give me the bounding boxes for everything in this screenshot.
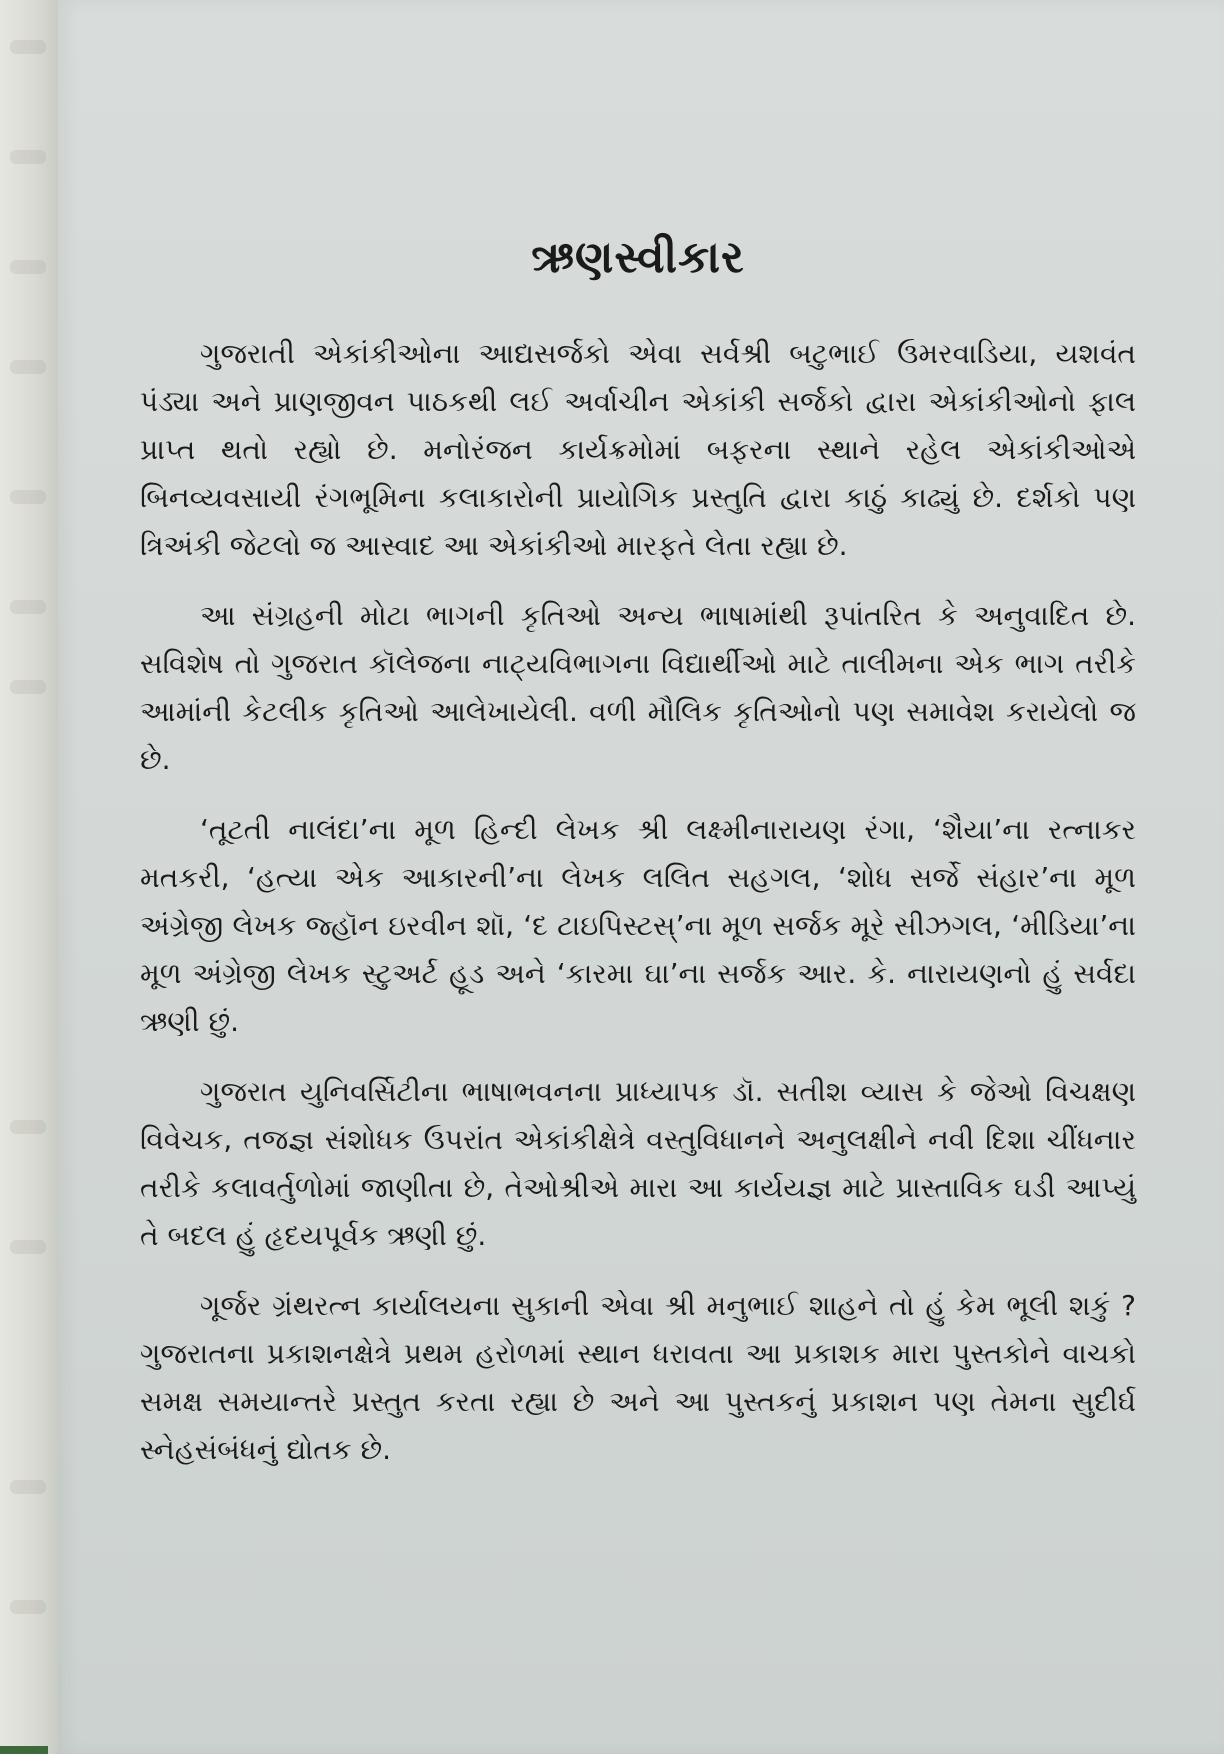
- bleed-through-mark: [10, 150, 46, 164]
- paragraph-2: આ સંગ્રહની મોટા ભાગની કૃતિઓ અન્ય ભાષામાંથી રૂપાંતરિત કે અનુવાદિત છે. સવિશેષ તો ગુજરાત કૉલેજના નાટ્યવિભાગના વિદ્યાર્થીઓ માટે તાલીમના એક ભાગ તરીકે આમાંની કેટલીક કૃતિઓ આલેખાયેલી. વળી મૌલિક કૃતિઓનો પણ સમાવેશ કરાયેલો જ છે.: [140, 599, 1136, 776]
- paragraph-5: ગૂર્જર ગ્રંથરત્ન કાર્યાલયના સુકાની એવા શ્રી મનુભાઈ શાહને તો હું કેમ ભૂલી શકું ? ગુજરાતના પ્રકાશનક્ષેત્રે પ્રથમ હરોળમાં સ્થાન ધરાવતા આ પ્રકાશક મારા પુસ્તકોને વાચકો સમક્ષ સમયાન્તરે પ્રસ્તુત કરતા રહ્યા છે અને આ પુસ્તકનું પ્રકાશન પણ તેમના સુદીર્ઘ સ્નેહસંબંધનું દ્યોતક છે.: [140, 1289, 1136, 1466]
- page-content: [140, 228, 1136, 1496]
- bleed-through-mark: [10, 1600, 46, 1614]
- adjacent-page-edge: [0, 0, 60, 1754]
- bleed-through-mark: [10, 1240, 46, 1254]
- bleed-through-mark: [10, 490, 46, 504]
- bleed-through-mark: [10, 40, 46, 54]
- bleed-through-mark: [10, 260, 46, 274]
- bleed-through-mark: [10, 1480, 46, 1494]
- paragraph-1: ગુજરાતી એકાંકીઓના આદ્યસર્જકો એવા સર્વશ્રી બટુભાઈ ઉમરવાડિયા, યશવંત પંડ્યા અને પ્રાણજીવન પાઠકથી લઈ અર્વાચીન એકાંકી સર્જકો દ્વારા એકાંકીઓનો ફાલ પ્રાપ્ત થતો રહ્યો છે. મનોરંજન કાર્યક્રમોમાં બફરના સ્થાને રહેલ એકાંકીઓએ બિનવ્યવસાયી રંગભૂમિના કલાકારોની પ્રાયોગિક પ્રસ્તુતિ દ્વારા કાઠું કાઢ્યું છે. દર્શકો પણ ત્રિઅંકી જેટલો જ આસ્વાદ આ એકાંકીઓ મારફતે લેતા રહ્યા છે.: [140, 337, 1136, 562]
- bleed-through-mark: [10, 360, 46, 374]
- paragraph-3: ‘તૂટતી નાલંદા’ના મૂળ હિન્દી લેખક શ્રી લક્ષ્મીનારાયણ રંગા, ‘શૈયા’ના રત્નાકર મતકરી, ‘હત્યા એક આકારની’ના લેખક લલિત સહગલ, ‘શોધ સર્જે સંહાર’ના મૂળ અંગ્રેજી લેખક જ્હૉન ઇરવીન શૉ, ‘દ ટાઇપિસ્ટસ્’ના મૂળ સર્જક મૂરે સીઝગલ, ‘મીડિયા’ના મૂળ અંગ્રેજી લેખક સ્ટુઅર્ટ હૂડ અને ‘કારમા ઘા’ના સર્જક આર. કે. નારાયણનો હું સર્વદા ઋણી છું.: [140, 813, 1136, 1038]
- bleed-through-mark: [10, 1120, 46, 1134]
- scan-corner-edge: [0, 1746, 48, 1754]
- bleed-through-mark: [10, 600, 46, 614]
- paragraph-4: ગુજરાત યુનિવર્સિટીના ભાષાભવનના પ્રાધ્યાપક ડૉ. સતીશ વ્યાસ કે જેઓ વિચક્ષણ વિવેચક, તજજ્ઞ સંશોધક ઉપરાંત એકાંકીક્ષેત્રે વસ્તુવિધાનને અનુલક્ષીને નવી દિશા ચીંધનાર તરીકે કલાવર્તુળોમાં જાણીતા છે, તેઓશ્રીએ મારા આ કાર્યયજ્ઞ માટે પ્રાસ્તાવિક ઘડી આપ્યું તે બદલ હું હૃદયપૂર્વક ઋણી છું.: [140, 1075, 1136, 1252]
- page-title: ઋણસ્વીકાર: [531, 232, 745, 283]
- book-page: [58, 0, 1224, 1754]
- bleed-through-mark: [10, 680, 46, 694]
